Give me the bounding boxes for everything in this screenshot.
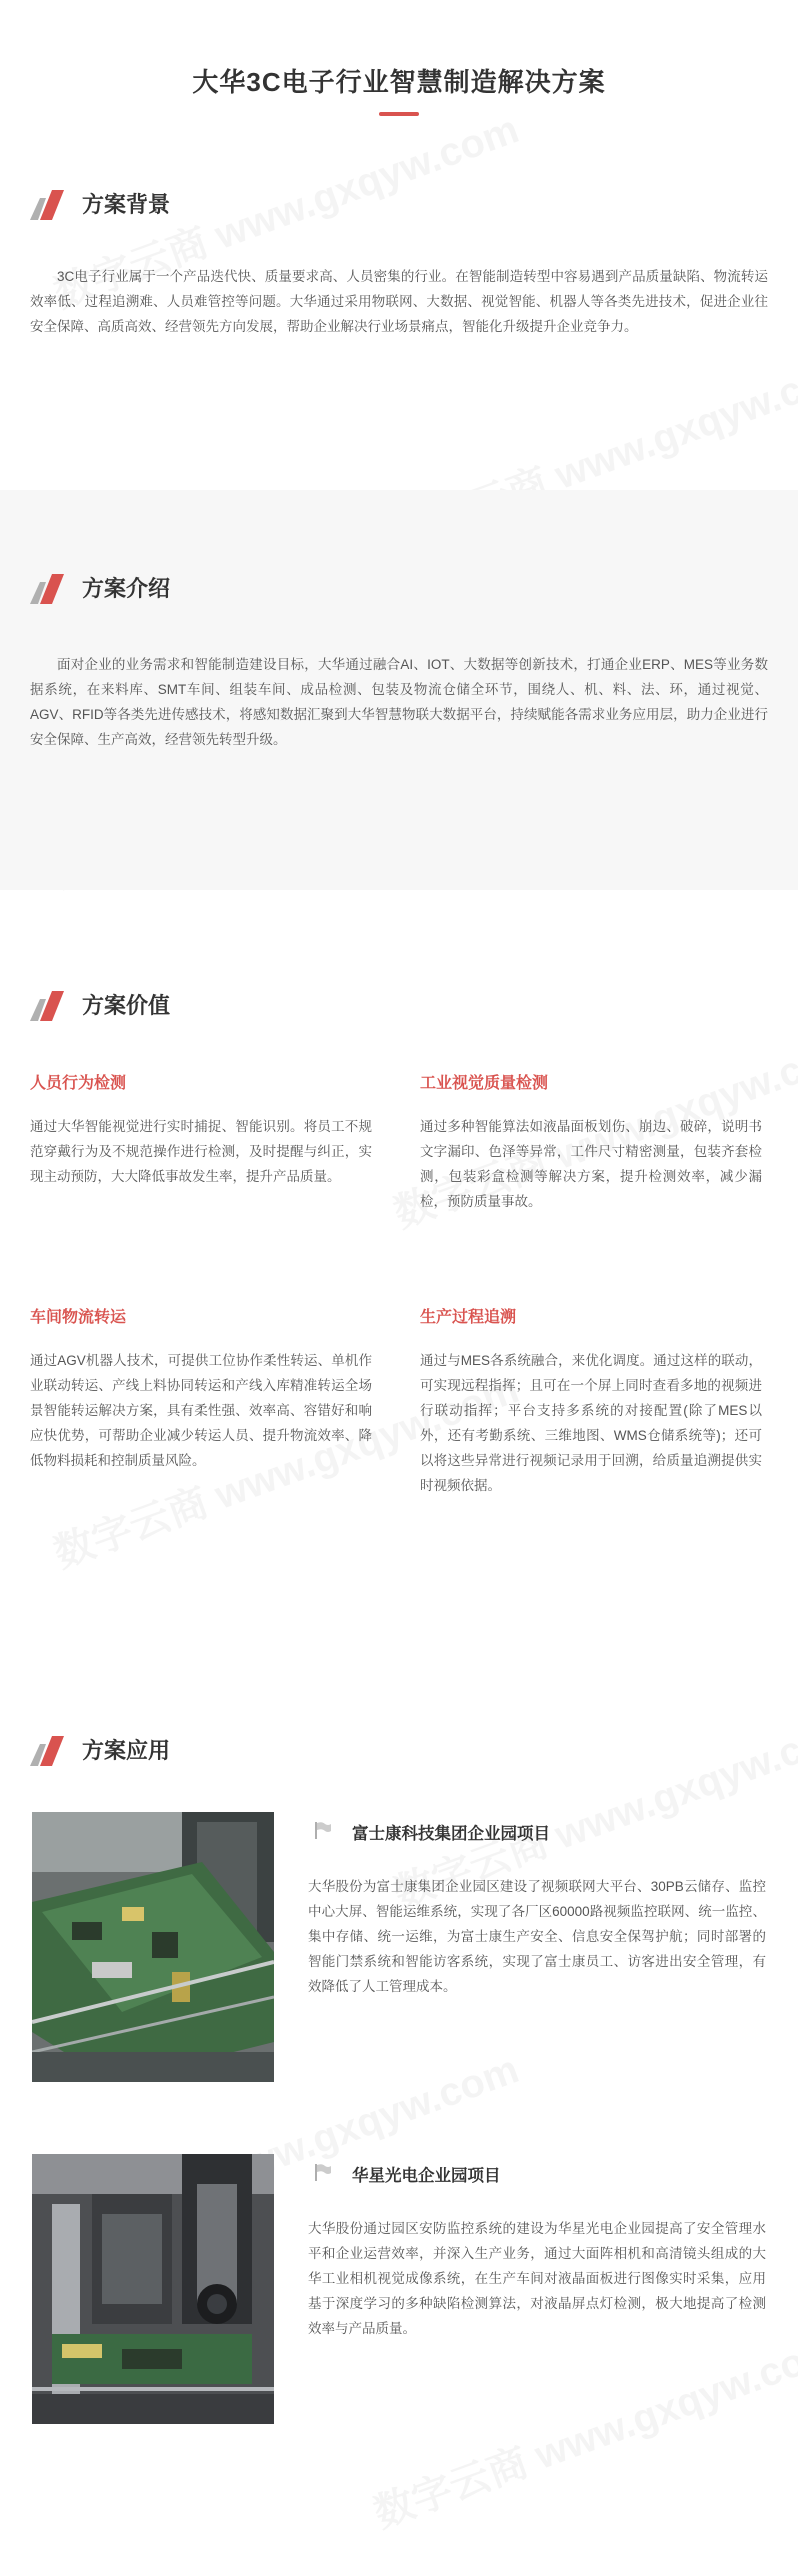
section-title: 方案价值: [82, 993, 171, 1018]
value-item-title: 人员行为检测: [30, 1075, 127, 1092]
value-item-text: 通过大华智能视觉进行实时捕捉、智能识别。将员工不规范穿戴行为及不规范操作进行检测，及时提醒与纠正，实现主动预防，大大降低事故发生率，提升产品质量。: [30, 1119, 372, 1184]
background-text: 3C电子行业属于一个产品迭代快、质量要求高、人员密集的行业。在智能制造转型中容易遇到产品质量缺陷、物流转运效率低、过程追溯难、人员难管控等问题。大华通过采用物联网、大数据、视觉智能、机器人等各类先进技术，促进企业往安全保障、高质高效、经营领先方向发展，帮助企业解决行业场景痛点，智能化升级提升企业竞争力。: [30, 269, 768, 334]
section-title: 方案背景: [82, 192, 171, 217]
value-item-title: 生产过程追溯: [420, 1309, 517, 1326]
application-title: 富士康科技集团企业园项目: [352, 1825, 550, 1843]
title-underline: [379, 112, 419, 116]
section-title: 方案应用: [82, 1738, 171, 1763]
watermark: [365, 2318, 798, 2539]
value-item-text: 通过与MES各系统融合，来优化调度。通过这样的联动，可实现远程指挥；且可在一个屏上同时查看多地的视频进行联动指挥；平台支持多系统的对接配置(除了MES以外，还有考勤系统、三维地图、WMS仓储系统等)；还可以将这些异常进行视频记录用于回溯，给质量追溯提供实时视频依据。: [420, 1353, 762, 1493]
section-mark-icon: [30, 190, 64, 220]
section-title: 方案介绍: [82, 576, 171, 601]
industrial-camera-inspection-photo: [32, 2154, 274, 2424]
application-text: 大华股份通过园区安防监控系统的建设为华星光电企业园提高了安全管理水平和企业运营效率，并深入生产业务，通过大面阵相机和高清镜头组成的大华工业相机视觉成像系统，在生产车间对液晶面板进行图像实时采集，应用基于深度学习的多种缺陷检测算法，对液晶屏点灯检测，极大地提高了检测效率与产品质量。: [308, 2221, 766, 2336]
section-mark-icon: [30, 1736, 64, 1766]
application-text: 大华股份为富士康集团企业园区建设了视频联网大平台、30PB云储存、监控中心大屏、智能运维系统，实现了各厂区60000路视频监控联网、统一监控、集中存储、统一运维，为富士康生产安全、信息安全保驾护航；同时部署的智能门禁系统和智能访客系统，实现了富士康员工、访客进出安全管理，有效降低了人工管理成本。: [308, 1879, 766, 1994]
value-item-title: 车间物流转运: [30, 1309, 127, 1326]
value-item-title: 工业视觉质量检测: [420, 1075, 549, 1092]
flag-icon: [312, 2162, 332, 2182]
page-title: 大华3C电子行业智慧制造解决方案: [192, 67, 606, 97]
flag-icon: [312, 1820, 332, 1840]
value-item-text: 通过多种智能算法如液晶面板划伤、崩边、破碎，说明书文字漏印、色泽等异常，工件尺寸精密测量，包装齐套检测，包装彩盒检测等解决方案，提升检测效率，减少漏检，预防质量事故。: [420, 1119, 762, 1209]
application-title: 华星光电企业园项目: [352, 2167, 501, 2185]
value-item-text: 通过AGV机器人技术，可提供工位协作柔性转运、单机作业联动转运、产线上料协同转运和产线入库精准转运全场景智能转运解决方案，具有柔性强、效率高、容错好和响应快优势，可帮助企业减少转运人员、提升物流效率、降低物料损耗和控制质量风险。: [30, 1353, 372, 1468]
section-mark-icon: [30, 574, 64, 604]
section-mark-icon: [30, 991, 64, 1021]
intro-text: 面对企业的业务需求和智能制造建设目标，大华通过融合AI、IOT、大数据等创新技术，打通企业ERP、MES等业务数据系统，在来料库、SMT车间、组装车间、成品检测、包装及物流仓储全环节，围绕人、机、料、法、环，通过视觉、AGV、RFID等各类先进传感技术，将感知数据汇聚到大华智慧物联大数据平台，持续赋能各需求业务应用层，助力企业进行安全保障、生产高效，经营领先转型升级。: [30, 657, 768, 747]
pcb-production-line-photo: [32, 1812, 274, 2082]
